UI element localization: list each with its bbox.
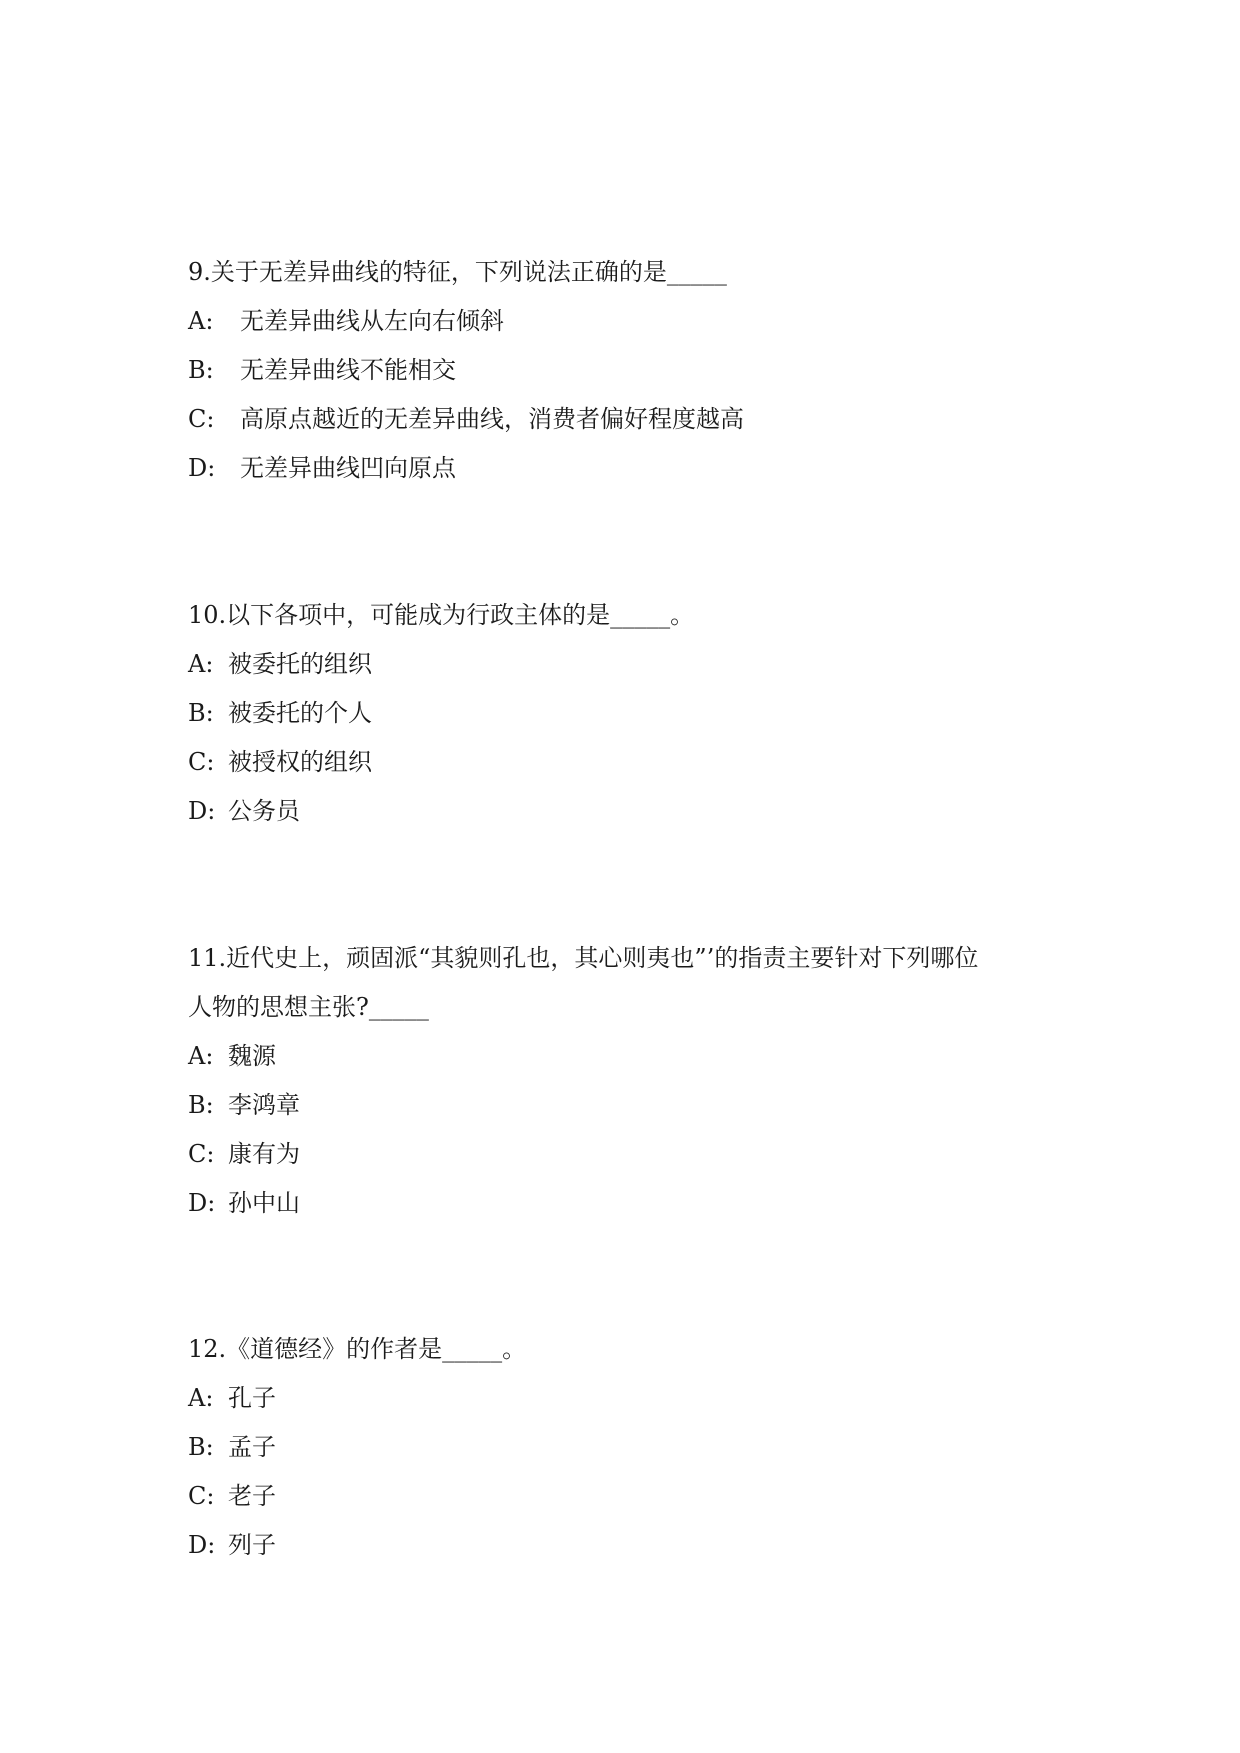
- option-letter: A:: [188, 1384, 214, 1412]
- option-text: 孙中山: [228, 1189, 300, 1217]
- option-a: [188, 649, 372, 679]
- option-letter: B:: [188, 1091, 214, 1119]
- option-text: 高原点越近的无差异曲线，消费者偏好程度越高: [240, 405, 744, 433]
- option-a: [188, 1383, 276, 1413]
- option-c: [188, 1139, 300, 1169]
- option-c: [188, 1481, 276, 1511]
- option-letter: A:: [188, 650, 214, 678]
- question-stem: 12.《道德经》的作者是_____。: [188, 1335, 527, 1363]
- option-letter: A:: [188, 307, 214, 335]
- option-letter: D:: [188, 797, 216, 825]
- option-a: [188, 1041, 276, 1071]
- question-stem: 10.以下各项中，可能成为行政主体的是_____。: [188, 601, 695, 629]
- option-letter: D:: [188, 1189, 216, 1217]
- option-text: 魏源: [228, 1042, 276, 1070]
- option-text: 被委托的组织: [228, 650, 372, 678]
- question-stem: 9.关于无差异曲线的特征，下列说法正确的是_____: [188, 258, 727, 286]
- option-text: 孟子: [228, 1433, 276, 1461]
- option-letter: C:: [188, 1140, 215, 1168]
- option-text: 孔子: [228, 1384, 276, 1412]
- option-letter: C:: [188, 405, 215, 433]
- option-text: 无差异曲线不能相交: [240, 356, 456, 384]
- option-text: 无差异曲线凹向原点: [240, 454, 456, 482]
- option-text: 被授权的组织: [228, 748, 372, 776]
- option-a: [188, 306, 504, 336]
- option-letter: B:: [188, 356, 214, 384]
- option-letter: B:: [188, 699, 214, 727]
- option-text: 列子: [228, 1531, 276, 1559]
- option-text: 老子: [228, 1482, 276, 1510]
- question-stem: 11.近代史上，顽固派“其貌则孔也，其心则夷也”’的指责主要针对下列哪位: [188, 944, 979, 972]
- option-letter: A:: [188, 1042, 214, 1070]
- option-letter: B:: [188, 1433, 214, 1461]
- option-b: [188, 355, 456, 385]
- option-text: 康有为: [228, 1140, 300, 1168]
- option-d: [188, 453, 456, 483]
- option-letter: C:: [188, 748, 215, 776]
- option-letter: D:: [188, 454, 216, 482]
- option-b: [188, 698, 372, 728]
- option-b: [188, 1432, 276, 1462]
- option-letter: D:: [188, 1531, 216, 1559]
- option-text: 被委托的个人: [228, 699, 372, 727]
- option-b: [188, 1090, 300, 1120]
- option-d: [188, 796, 300, 826]
- option-text: 李鸿章: [228, 1091, 300, 1119]
- option-d: [188, 1530, 276, 1560]
- option-d: [188, 1188, 300, 1218]
- option-c: [188, 747, 372, 777]
- option-letter: C:: [188, 1482, 215, 1510]
- question-stem-continued: 人物的思想主张?_____: [188, 993, 429, 1021]
- option-c: [188, 404, 744, 434]
- option-text: 无差异曲线从左向右倾斜: [240, 307, 504, 335]
- option-text: 公务员: [228, 797, 300, 825]
